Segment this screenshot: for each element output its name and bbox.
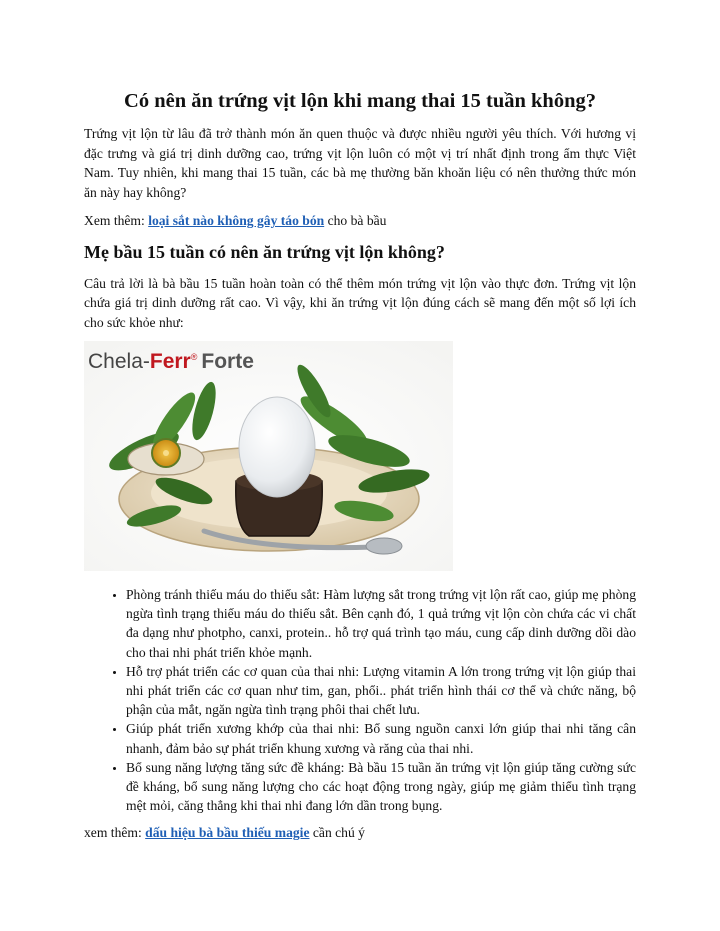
balut-illustration — [84, 341, 453, 571]
list-item: • Hỗ trợ phát triển các cơ quan của thai nhi: Lượng vitamin A lớn trong trứng vịt lộn giúp thai nhi phát triển các cơ quan như tim, gan, phổi.. phát triển hình thái cơ thể và chức năng, bộ phận của mắt, ngăn ngừa tình trạng phôi thai chết lưu. — [126, 662, 636, 720]
section-heading: Mẹ bầu 15 tuần có nên ăn trứng vịt lộn không? — [84, 241, 445, 262]
brand-logo-forte: Forte — [201, 350, 254, 373]
see-also-1 — [84, 211, 636, 231]
document-content — [84, 88, 636, 852]
duck-egg — [239, 397, 315, 497]
see-also-2 — [84, 823, 636, 843]
brand-logo-part1: Chela- — [88, 350, 150, 373]
answer-paragraph: Câu trả lời là bà bầu 15 tuần hoàn toàn có thể thêm món trứng vịt lộn vào thực đơn. Trứng vịt lộn chứa giá trị dinh dưỡng rất cao. Vì vậy, khi ăn trứng vịt lộn đúng cách sẽ mang đến một số lợi ích cho sức khỏe như: — [84, 275, 636, 330]
brand-logo-ferr: Ferr — [149, 350, 191, 373]
balut-image — [84, 341, 453, 571]
see-also-1-suffix: cho bà bầu — [324, 213, 387, 228]
brand-registered-mark: ® — [190, 352, 198, 362]
page-title: Có nên ăn trứng vịt lộn khi mang thai 15 tuần không? — [124, 90, 596, 112]
see-also-2-suffix: cần chú ý — [309, 825, 365, 841]
list-item: • Phòng tránh thiếu máu do thiếu sắt: Hàm lượng sắt trong trứng vịt lộn rất cao, giúp mẹ phòng ngừa tình trạng thiếu máu do thiếu sắt. Bên cạnh đó, 1 quả trứng vịt lộn còn chứa các vi chất đa dạng như photpho, canxi, protein.. hỗ trợ quá trình tạo máu, cung cấp dinh dưỡng dồi dào cho thai nhi phát triển khỏe mạnh. — [126, 585, 636, 662]
benefits-list — [84, 585, 636, 815]
iron-supplement-link[interactable]: loại sắt nào không gây táo bón — [148, 213, 325, 228]
see-also-1-prefix: Xem thêm: — [84, 213, 149, 228]
lime-center — [163, 450, 169, 456]
intro-paragraph: Trứng vịt lộn từ lâu đã trở thành món ăn quen thuộc và được nhiều người yêu thích. Với hương vị đặc trưng và giá trị dinh dưỡng cao, trứng vịt lộn luôn có một vị trí nhất định trong ẩm thực Việt Nam. Tuy nhiên, khi mang thai 15 tuần, các bà mẹ thường băn khoăn liệu có nên thưởng thức món ăn này hay không? — [84, 126, 636, 200]
list-item: • Bổ sung năng lượng tăng sức đề kháng: Bà bầu 15 tuần ăn trứng vịt lộn giúp tăng cường sức đề kháng, bổ sung năng lượng cho các hoạt động trong ngày, giúp mẹ giảm thiểu tình trạng mệt mỏi, căng thẳng khi thai nhi đang lớn dần trong bụng. — [126, 758, 636, 816]
brand-logo — [88, 345, 254, 374]
see-also-2-prefix: xem thêm: — [84, 825, 146, 841]
list-item: • Giúp phát triển xương khớp của thai nhi: Bổ sung nguồn canxi lớn giúp thai nhi tăng cân nhanh, đảm bảo sự phát triển khung xương và răng của thai nhi. — [126, 719, 636, 757]
magnesium-deficiency-link[interactable]: dấu hiệu bà bầu thiếu magie — [145, 825, 310, 841]
